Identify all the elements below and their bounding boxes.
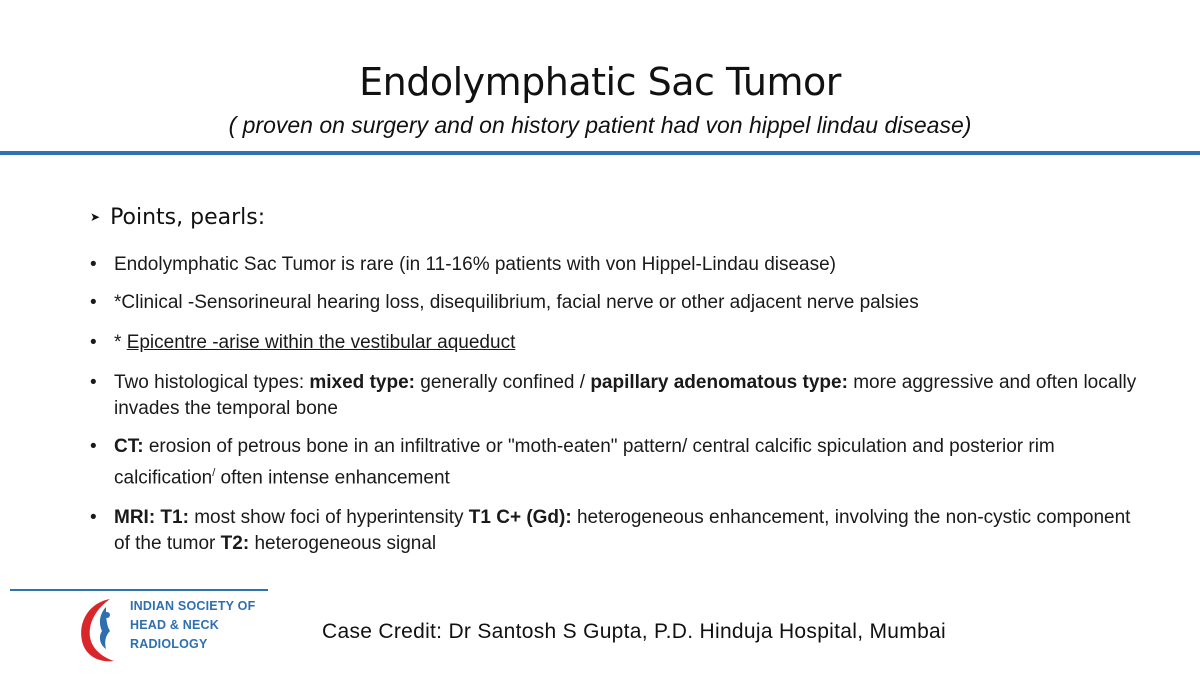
org-name-line: INDIAN SOCIETY OF — [130, 599, 256, 613]
bullet-dot-icon: • — [90, 372, 97, 393]
bullet-mark: / — [212, 467, 216, 479]
bullet-text: erosion of petrous bone in an infiltrative or "moth-eaten" pattern/ central calcific spiculation and posterior rim calcification — [114, 436, 1055, 489]
bullet-text: generally confined / — [414, 372, 591, 393]
bullet-bold-text: T1 C+ (Gd): — [468, 507, 572, 529]
bullet-dot-icon: • — [90, 507, 97, 529]
bullet-dot-icon: • — [90, 292, 97, 313]
bullet-text: often intense enhancement — [215, 467, 450, 489]
footer-divider — [10, 589, 268, 591]
bullet-dot-icon: • — [90, 436, 97, 457]
section-heading-text: Points, pearls: — [110, 205, 266, 230]
bullet-text: heterogeneous signal — [249, 533, 437, 555]
bullet-item — [90, 434, 1150, 491]
bullet-text: *Clinical -Sensorineural hearing loss, disequilibrium, facial nerve or other adjacent nerve palsies — [114, 292, 919, 313]
bullet-item — [90, 505, 1150, 557]
bullet-dot-icon: • — [90, 254, 97, 275]
bullet-item — [90, 252, 1150, 278]
bullet-text: more aggressive and often locally invades the temporal bone — [114, 372, 1137, 419]
org-name — [130, 597, 255, 654]
case-credit: Case Credit: Dr Santosh S Gupta, P.D. Hinduja Hospital, Mumbai — [322, 620, 946, 643]
section-heading — [90, 205, 265, 230]
bullet-text: Endolymphatic Sac Tumor is rare (in 11-16% patients with von Hippel-Lindau disease) — [114, 254, 837, 275]
bullet-bold-text: CT: — [114, 436, 144, 457]
slide-subtitle: ( proven on surgery and on history patient had von hippel lindau disease) — [228, 112, 972, 138]
org-name-line: RADIOLOGY — [130, 637, 208, 651]
bullet-underlined-text: Epicentre -arise within the vestibular aqueduct — [126, 332, 516, 353]
bullet-list — [90, 252, 1150, 557]
isnr-logo-icon — [76, 593, 136, 665]
bullet-bold-text: T2: — [220, 533, 250, 555]
bullet-bold-text: mixed type: — [309, 372, 415, 393]
bullet-text: heterogeneous enhancement, involving the non-cystic component of the tumor — [114, 507, 1131, 555]
bullet-item — [90, 290, 1150, 316]
arrow-bullet-icon: ➤ — [90, 210, 101, 224]
bullet-text: most show foci of hyperintensity — [188, 507, 469, 529]
bullet-item — [90, 330, 1150, 356]
bullet-item — [90, 370, 1150, 422]
org-name-line: HEAD & NECK — [130, 618, 220, 632]
bullet-dot-icon: • — [90, 332, 97, 353]
slide-title: Endolymphatic Sac Tumor — [359, 60, 841, 104]
bullet-bold-text: MRI: T1: — [114, 507, 189, 529]
bullet-text: Two histological types: — [114, 372, 310, 393]
bullet-bold-text: papillary adenomatous type: — [590, 372, 848, 393]
bullet-prefix: * — [114, 332, 127, 353]
title-divider — [0, 151, 1200, 155]
